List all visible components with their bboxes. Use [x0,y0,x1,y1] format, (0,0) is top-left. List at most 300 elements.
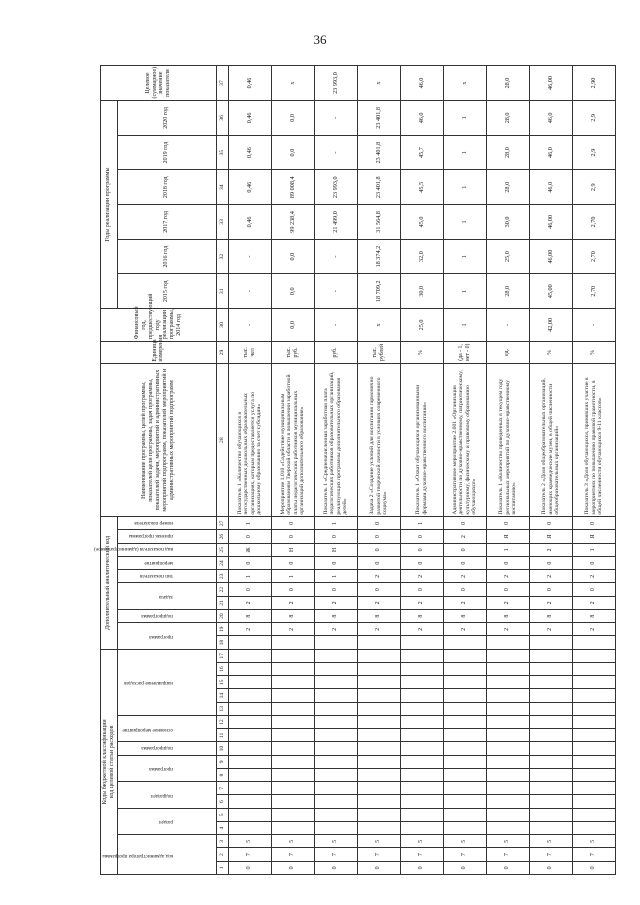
fin-year-value-cell: 0,0 [271,309,314,342]
extra-code-cell: 1 [400,517,443,530]
budget-code-cell: 7 [357,848,400,861]
extra-code-cell: 2 [486,570,529,583]
column-index-cell: 11 [216,729,228,742]
column-index-cell: 13 [216,702,228,715]
budget-code-cell [271,822,314,835]
budget-code-cell [314,676,357,689]
budget-code-cell: 0 [529,861,572,874]
extra-code-cell: 0 [228,530,271,543]
table-row [228,66,271,875]
budget-code-cell [486,649,529,662]
year-value-cell: 23 993,0 [314,170,357,205]
budget-code-cell [271,649,314,662]
column-index-cell: 25 [216,543,228,556]
budget-code-cell [357,755,400,768]
budget-code-cell [443,676,486,689]
extra-code-cell: 0 [572,583,615,596]
column-index-cell: 31 [216,274,228,309]
extra-code-cell: Н [271,543,314,556]
budget-code-cell: 0 [443,861,486,874]
final-value-cell: 28,0 [486,66,529,101]
budget-code-cell [357,663,400,676]
extra-code-cell: Ж [228,543,271,556]
extra-code-cell: Н [314,543,357,556]
budget-code-cell [400,808,443,821]
year-value-cell: - [314,239,357,274]
budget-code-cell: 5 [486,835,529,848]
year-value-cell: 0,0 [271,135,314,170]
extra-code-cell: 1 [314,517,357,530]
extra-code-cell: 1 [314,570,357,583]
extra-code-empty [572,636,615,649]
extra-code-cell: 2 [357,596,400,609]
budget-code-cell [443,729,486,742]
year-value-cell: 45,0 [400,205,443,240]
year-value-cell: 28,0 [486,135,529,170]
budget-code-cell [443,782,486,795]
year-value-cell: 0,46 [228,170,271,205]
budget-code-cell [572,649,615,662]
column-index-cell: 26 [216,530,228,543]
year-value-cell: 45,5 [400,170,443,205]
year-header-2: 2016 год [117,239,216,274]
extra-code-cell: 2 [443,596,486,609]
extra-code-cell: 8 [228,609,271,622]
indicator-name-cell: Показатель 1 «Количество проведенных в текущем году региональных мероприятий по духовно-нравственному воспитанию» [486,364,529,517]
final-value-cell: 46,0 [400,66,443,101]
budget-code-cell [271,769,314,782]
unit-cell: % [572,341,615,363]
budget-code-cell [271,663,314,676]
extra-code-cell: 2 [443,570,486,583]
extra-code-cell: 2 [400,570,443,583]
column-index-cell: 36 [216,101,228,136]
column-index-cell: 30 [216,309,228,342]
extra-code-cell: 1 [228,517,271,530]
column-index-cell: 17 [216,649,228,662]
unit-cell: (да - 1, нет - 0) [443,341,486,363]
budget-code-cell [529,808,572,821]
year-value-cell: 89 008,4 [271,170,314,205]
extra-code-empty [228,636,271,649]
extra-code-cell: 0 [443,543,486,556]
year-value-cell: 0,46 [228,135,271,170]
budget-code-cell [357,822,400,835]
extra-code-cell: 1 [486,543,529,556]
extra-code-cell: 0 [357,543,400,556]
budget-code-cell [271,782,314,795]
budget-code-cell [572,716,615,729]
budget-code-cell [228,729,271,742]
extra-code-cell: 8 [486,609,529,622]
indicator-name-cell: Административное мероприятие 2.001 «Организация деятельности по духовно-нравственному, патриотическому, культурному, физическому и правовому образованию обучающихся» [443,364,486,517]
budget-code-cell [228,716,271,729]
budget-code-cell [271,729,314,742]
budget-code-cell [357,769,400,782]
budget-code-cell [400,649,443,662]
budget-code-cell [443,769,486,782]
budget-code-cell [443,742,486,755]
code-subheader: признак программы [117,530,216,543]
extra-code-cell: Я [572,530,615,543]
final-value-cell: 23 993,0 [314,66,357,101]
year-value-cell: 45,00 [529,274,572,309]
year-value-cell: 1 [443,239,486,274]
budget-code-cell [357,702,400,715]
column-index-cell: 8 [216,769,228,782]
extra-code-cell: 0 [271,556,314,569]
extra-code-empty [271,636,314,649]
budget-code-cell [314,702,357,715]
budget-code-cell: 0 [400,861,443,874]
budget-code-cell: 0 [314,861,357,874]
extra-code-cell: 2 [529,596,572,609]
column-index-cell: 4 [216,822,228,835]
year-value-cell: 25,0 [486,239,529,274]
year-header-6: 2020 год [117,101,216,136]
budget-code-cell [400,676,443,689]
year-value-cell: 2,9 [572,101,615,136]
year-value-cell: 21 499,0 [314,205,357,240]
code-subheader: вид показателя (административное) [117,543,216,556]
budget-code-cell [400,729,443,742]
extra-code-cell: 0 [271,583,314,596]
indicator-name-cell: Показатель 2 «Доля общеобразовательных организаций, имеющих краеведческие музеи, в общей численности общеобразовательных организаций» [529,364,572,517]
budget-code-cell [572,689,615,702]
year-header-5: 2019 год [117,135,216,170]
budget-code-cell [271,808,314,821]
budget-code-cell [572,769,615,782]
budget-code-cell [228,702,271,715]
year-value-cell: 0,46 [228,205,271,240]
budget-code-cell [228,663,271,676]
budget-code-cell [228,769,271,782]
extra-code-cell: 8 [357,609,400,622]
extra-code-cell: Я [529,530,572,543]
budget-code-cell [572,676,615,689]
budget-code-cell [314,716,357,729]
indicator-name-cell: Мероприятие 1.010 «Содействие муниципальным образованиям Тверской области в повышении заработной платы педагогических работников муниципальных организаций дополнительного образования» [271,364,314,517]
fin-year-value-cell: - [486,309,529,342]
extra-code-cell: 0 [529,583,572,596]
budget-code-cell [572,795,615,808]
budget-code-cell [572,702,615,715]
extra-code-cell: 0 [486,583,529,596]
year-value-cell: 32,0 [400,239,443,274]
column-index-cell: 14 [216,689,228,702]
budget-code-cell [400,769,443,782]
budget-code-cell [400,689,443,702]
budget-code-cell [228,782,271,795]
year-value-cell: 1 [443,170,486,205]
code-subheader: мероприятие [117,556,216,569]
year-value-cell: 0,0 [271,101,314,136]
year-value-cell: 2,9 [572,170,615,205]
year-value-cell: 1 [443,135,486,170]
extra-code-cell: 2 [572,596,615,609]
table-row [400,66,443,875]
budget-code-cell [400,755,443,768]
budget-code-cell [529,702,572,715]
budget-code-cell [486,742,529,755]
year-value-cell: 31 564,8 [357,205,400,240]
budget-code-cell [486,782,529,795]
column-index-cell: 3 [216,835,228,848]
fin-year-column-header: Финансовый год, предшествующий году реализации программы, 2014 год [101,309,217,342]
budget-code-cell [271,795,314,808]
extra-code-cell: 2 [529,543,572,556]
extra-code-empty [314,636,357,649]
extra-code-cell: 1 [228,570,271,583]
final-value-cell: 46,00 [529,66,572,101]
extra-code-cell: 2 [486,623,529,636]
unit-cell: тыс. руб. [271,341,314,363]
year-header-3: 2017 год [117,205,216,240]
budget-code-cell [357,795,400,808]
extra-code-cell: 2 [228,596,271,609]
budget-code-cell: 0 [572,861,615,874]
extra-code-empty [529,636,572,649]
budget-code-cell [572,808,615,821]
extra-code-cell: 0 [443,517,486,530]
budget-code-cell [486,716,529,729]
name-column-header: Наименование программы, целей программы, показателей цели программы, задач программы, показателей задачи, мероприятий и административных мероприятий подпрограмм, показателей мероприятий и административных мероприятий подпрограмм [101,364,217,517]
budget-code-cell [314,742,357,755]
extra-code-cell: 0 [572,556,615,569]
unit-column-header: Единица измерения [101,341,217,363]
extra-code-empty [400,636,443,649]
budget-code-cell [443,808,486,821]
budget-code-cell [529,755,572,768]
budget-code-cell [529,663,572,676]
budget-code-cell [314,795,357,808]
table-row [443,66,486,875]
code-subheader: подпрограмма [117,609,216,622]
budget-code-cell [228,742,271,755]
budget-code-cell [228,676,271,689]
year-value-cell: 23 401,8 [357,135,400,170]
extra-code-cell: 0 [400,583,443,596]
extra-code-cell: 0 [486,556,529,569]
year-value-cell: 46,00 [529,205,572,240]
year-value-cell: 46,0 [529,135,572,170]
extra-code-cell: 2 [314,596,357,609]
extra-code-empty [357,636,400,649]
budget-code-cell [357,782,400,795]
year-value-cell: - [314,135,357,170]
column-index-cell: 21 [216,596,228,609]
extra-code-cell: 0 [443,583,486,596]
fin-year-value-cell: 25,0 [400,309,443,342]
code-subheader: программа [117,623,216,650]
budget-code-cell [400,822,443,835]
column-index-cell: 23 [216,570,228,583]
column-index-cell: 19 [216,623,228,636]
budget-code-cell: 7 [314,848,357,861]
budget-code-cell [314,649,357,662]
year-value-cell: 0,46 [228,101,271,136]
page-number: 36 [313,32,327,47]
unit-cell: тыс. чел [228,341,271,363]
years-group-header: Годы реализации программы [101,101,118,309]
extra-code-cell: 8 [529,609,572,622]
year-value-cell: 1 [443,205,486,240]
extra-code-cell: Я [486,530,529,543]
year-value-cell: - [314,101,357,136]
column-index-cell: 33 [216,205,228,240]
budget-code-cell [486,755,529,768]
year-value-cell: 45,7 [400,135,443,170]
column-index-cell: 28 [216,364,228,517]
extra-code-cell: 2 [443,623,486,636]
table-row [357,66,400,875]
year-value-cell: 30,0 [400,274,443,309]
budget-code-cell [357,808,400,821]
column-index-cell: 32 [216,239,228,274]
extra-code-cell: 0 [314,556,357,569]
budget-code-cell [443,689,486,702]
budget-code-cell [314,782,357,795]
unit-cell: тыс. рублей [357,341,400,363]
table-row [314,66,357,875]
budget-code-cell [314,769,357,782]
unit-cell: % [529,341,572,363]
budget-code-cell [357,742,400,755]
budget-code-cell [486,808,529,821]
extra-code-cell: 0 [529,517,572,530]
budget-code-cell: 5 [400,835,443,848]
extra-code-cell: 0 [529,556,572,569]
extra-code-cell: 0 [486,517,529,530]
year-value-cell: 2,70 [572,274,615,309]
budget-code-cell [314,808,357,821]
budget-code-cell [486,822,529,835]
year-value-cell: 23 401,8 [357,101,400,136]
year-value-cell: 30,0 [486,205,529,240]
year-value-cell: 28,0 [486,274,529,309]
document-table-area [93,65,604,875]
indicator-name-cell: Показатель 3 «Доля обучающихся, принявших участие в мероприятиях по повышению правовой грамотности, в общей численности обучающихся 9-11 классов» [572,364,615,517]
column-index-cell: 9 [216,755,228,768]
extra-code-cell: 8 [314,609,357,622]
year-value-cell: 99 238,4 [271,205,314,240]
unit-cell: % [400,341,443,363]
extra-code-empty [443,636,486,649]
column-index-cell: 24 [216,556,228,569]
unit-cell: руб. [314,341,357,363]
code-subheader: задача [117,583,216,610]
final-value-cell: х [357,66,400,101]
budget-code-cell [357,729,400,742]
budget-code-cell [314,663,357,676]
extra-code-cell: 8 [400,609,443,622]
budget-code-cell [529,689,572,702]
column-index-cell: 18 [216,636,228,649]
budget-code-cell [271,702,314,715]
budget-code-cell [400,795,443,808]
budget-code-cell [529,795,572,808]
table-row [572,66,615,875]
extra-code-cell: 2 [357,570,400,583]
budget-code-cell: 5 [529,835,572,848]
budget-code-cell [486,795,529,808]
extra-code-cell: 2 [486,596,529,609]
budget-code-cell: 0 [271,861,314,874]
budget-code-cell [529,649,572,662]
extra-code-cell: 1 [572,543,615,556]
column-index-cell: 34 [216,170,228,205]
budget-code-cell [314,729,357,742]
budget-code-cell [271,716,314,729]
code-subheader: подраздел [117,782,216,809]
extra-code-cell: 2 [271,623,314,636]
extra-code-cell: 0 [357,530,400,543]
budget-code-cell [529,729,572,742]
budget-code-cell [271,689,314,702]
budget-code-cell [400,716,443,729]
year-value-cell: 0,0 [271,239,314,274]
year-value-cell: 1 [443,274,486,309]
fin-year-value-cell: 1 [443,309,486,342]
extra-code-cell: 0 [357,556,400,569]
year-value-cell: 0,0 [271,274,314,309]
budget-code-cell [486,769,529,782]
year-value-cell: 28,0 [486,101,529,136]
budget-code-cell [400,742,443,755]
budget-code-cell: 5 [357,835,400,848]
budget-code-cell [572,742,615,755]
budget-code-cell: 5 [228,835,271,848]
budget-code-cell [572,822,615,835]
extra-code-cell: 0 [271,517,314,530]
extra-code-cell: 0 [400,543,443,556]
table-row [529,66,572,875]
budget-code-cell [443,755,486,768]
code-subheader: тип показателя [117,570,216,583]
budget-code-cell [572,755,615,768]
budget-code-cell [486,676,529,689]
extra-code-cell: 2 [357,623,400,636]
budget-code-cell [314,822,357,835]
fin-year-value-cell: - [228,309,271,342]
extra-code-cell: 2 [271,596,314,609]
extra-code-cell: 2 [314,623,357,636]
column-index-cell: 15 [216,676,228,689]
budget-code-cell [443,702,486,715]
indicator-name-cell: Задача 2 «Создание условий для воспитания гармонично развитой творческой личности в условиях современного социума» [357,364,400,517]
extra-code-cell: 0 [357,583,400,596]
budget-code-cell [228,822,271,835]
column-index-cell: 29 [216,341,228,363]
year-header-4: 2018 год [117,170,216,205]
budget-code-cell [228,649,271,662]
column-index-cell: 27 [216,517,228,530]
extra-code-cell: 8 [443,609,486,622]
budget-code-cell [529,769,572,782]
extra-code-cell: 0 [572,517,615,530]
budget-code-cell [357,649,400,662]
code-subheader: раздел [117,808,216,835]
year-value-cell: 2,70 [572,239,615,274]
column-index-cell: 10 [216,742,228,755]
budget-code-cell [271,676,314,689]
column-index-cell: 22 [216,583,228,596]
extra-code-cell: 0 [271,530,314,543]
budget-code-cell [443,649,486,662]
budget-code-cell: 5 [271,835,314,848]
column-index-cell: 16 [216,663,228,676]
column-index-cell: 20 [216,609,228,622]
